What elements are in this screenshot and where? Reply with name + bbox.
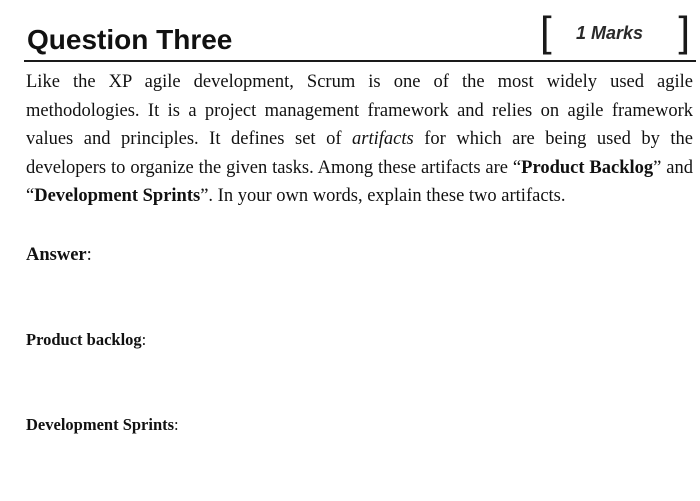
artifacts-term: artifacts	[352, 129, 414, 150]
question-header	[24, 8, 696, 62]
product-backlog-label	[26, 328, 146, 352]
right-bracket-icon: ]	[678, 8, 690, 55]
answer-label	[26, 242, 92, 268]
marks-label: 1 Marks	[576, 23, 644, 43]
product-backlog-label-text: Product backlog	[26, 330, 142, 349]
development-sprints-label-colon: :	[174, 415, 179, 434]
product-backlog-label-colon: :	[141, 330, 147, 349]
development-sprints-label-text: Development Sprints	[26, 415, 175, 434]
question-text-part4: ”. In your own words, explain these two artifacts.	[200, 186, 566, 207]
question-title: Question Three	[27, 24, 233, 55]
product-backlog-term: Product Backlog	[521, 157, 654, 178]
answer-label-colon: :	[86, 245, 92, 265]
question-text	[26, 68, 693, 211]
question-text-part3: ” and “	[26, 157, 693, 207]
question-text-part2: for which are being used by the developers to organize the given tasks. Among these artifacts are “	[26, 129, 694, 178]
development-sprints-term: Development Sprints	[34, 186, 201, 207]
marks-box	[540, 10, 690, 54]
left-bracket-icon: [	[540, 8, 552, 55]
question-text-part1: Like the XP agile development, Scrum is one of the most widely used agile methodologies. It is a project management framework and relies on agile framework values and principles. It defines set of	[26, 72, 693, 150]
answer-label-text: Answer	[26, 245, 87, 265]
development-sprints-label	[26, 413, 179, 437]
